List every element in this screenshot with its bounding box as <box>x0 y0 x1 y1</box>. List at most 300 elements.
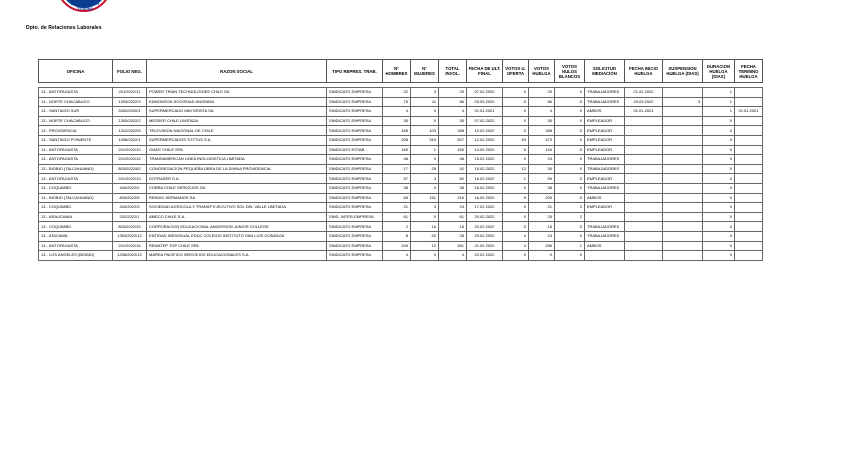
table-cell: 38 <box>529 183 555 193</box>
table-cell <box>663 222 703 232</box>
table-cell: 0 <box>703 164 735 174</box>
table-row <box>39 193 763 203</box>
table-cell: TRABAJADORES <box>585 183 625 193</box>
table-cell: 54 <box>503 135 529 145</box>
column-header: TOTAL INVOL. <box>439 60 467 83</box>
table-cell: SINDICATO EMPRESA <box>327 251 383 261</box>
table-cell: 4 <box>503 231 529 241</box>
table-cell: 4 <box>439 107 467 117</box>
table-cell: 12 <box>411 241 439 251</box>
table-cell: 0 <box>503 97 529 107</box>
table-cell: 01.01.2021 <box>467 107 503 117</box>
table-cell: 24 <box>529 155 555 165</box>
table-cell: 527 <box>439 135 467 145</box>
table-cell: 20.02.2022 <box>467 231 503 241</box>
table-cell: TRABAJADORES <box>585 222 625 232</box>
table-cell: 288 <box>439 126 467 136</box>
column-header: VOTOS U. OFERTA <box>503 60 529 83</box>
table-cell: 0 <box>703 155 735 165</box>
table-cell: 3 <box>411 174 439 184</box>
table-cell: 201/2022/16 <box>113 241 147 251</box>
table-cell: 0 <box>555 135 585 145</box>
table-cell: 0 <box>555 107 585 117</box>
table-cell: ENTIDAD INDIVIDUAL EDUC COLEGIO INSTITUTO SAN LUIS GONZAGA <box>147 231 327 241</box>
table-cell: 0 <box>703 116 735 126</box>
table-cell: 150 <box>439 145 467 155</box>
table-cell: 0 <box>703 251 735 261</box>
table-cell: 1 <box>703 88 735 98</box>
table-cell: EDMONSON SOCIEDAD ANONIMA <box>147 97 327 107</box>
table-cell: SINDICATO EMPRESA <box>327 203 383 213</box>
table-cell: TELEVISION NACIONAL DE CHILE <box>147 126 327 136</box>
table-cell <box>735 164 763 174</box>
table-cell <box>625 193 663 203</box>
table-cell <box>585 251 625 261</box>
table-cell: AMECO CHILE S.A. <box>147 212 327 222</box>
table-cell <box>663 135 703 145</box>
table-cell: 1303/2022/2 <box>113 116 147 126</box>
table-cell: 0 <box>555 183 585 193</box>
column-header: OFICINA <box>39 60 113 83</box>
table-cell: 0 <box>411 155 439 165</box>
table-cell: 0 <box>555 164 585 174</box>
table-cell: 2 <box>383 222 411 232</box>
table-row <box>39 116 763 126</box>
table-cell: 16.02.2022 <box>467 183 503 193</box>
table-cell: 15.02.2022 <box>467 164 503 174</box>
table-cell: 30 <box>529 164 555 174</box>
table-row <box>39 107 763 117</box>
table-row <box>39 203 763 213</box>
table-cell: 21 <box>383 203 411 213</box>
table-row <box>39 251 763 261</box>
table-cell: 202/2022/1 <box>113 212 147 222</box>
table-row <box>39 231 763 241</box>
table-cell: 13 - ARAUCANIA <box>39 212 113 222</box>
table-cell: 11 <box>411 97 439 107</box>
table-cell <box>585 212 625 222</box>
table-cell: 3 <box>555 203 585 213</box>
table-row <box>39 183 763 193</box>
table-cell: 0 <box>703 203 735 213</box>
table-cell: 25 <box>439 88 467 98</box>
table-cell: 16.02.2022 <box>467 193 503 203</box>
table-row <box>39 145 763 155</box>
table-cell: 0 <box>703 183 735 193</box>
table-cell: 20.02.2022 <box>467 212 503 222</box>
table-cell: SINDICATO EMPRESA <box>327 107 383 117</box>
table-cell: 1303/2022/3 <box>113 97 147 107</box>
table-cell <box>625 212 663 222</box>
table-cell: 803/2022/62 <box>113 164 147 174</box>
table-cell: AMBOS <box>585 193 625 203</box>
table-cell <box>663 155 703 165</box>
department-subtitle: Dpto. de Relaciones Laborales <box>26 25 102 31</box>
table-cell: 1 <box>503 174 529 184</box>
table-row <box>39 164 763 174</box>
table-cell: 25 <box>529 212 555 222</box>
table-cell: 261 <box>439 241 467 251</box>
table-cell: TRABAJADORES <box>585 97 625 107</box>
table-cell <box>625 251 663 261</box>
table-cell <box>625 116 663 126</box>
table-cell: 1 <box>411 145 439 155</box>
table-cell: 16.02.2022 <box>467 174 503 184</box>
table-cell: 21.02.2022 <box>467 241 503 251</box>
table-cell: 0 <box>555 116 585 126</box>
table-cell: 13 - SANTIAGO PONIENTE <box>39 135 113 145</box>
table-cell: TRANSAMERICAN LINEA INOLOGISTICA LIMITADA <box>147 155 327 165</box>
table-cell: SINDICATO EMPRESA <box>327 174 383 184</box>
table-cell <box>735 203 763 213</box>
table-cell: 38 <box>383 183 411 193</box>
table-cell: 86 <box>529 97 555 107</box>
table-cell: 0 <box>703 222 735 232</box>
table-cell: 8 <box>383 231 411 241</box>
table-cell: AMBOS <box>585 241 625 251</box>
table-cell <box>663 193 703 203</box>
table-cell: 803/2022/5 <box>113 193 147 203</box>
table-cell: SIND. INTER-EMPRESA <box>327 212 383 222</box>
table-cell: 0 <box>411 251 439 261</box>
table-cell: 4 <box>383 251 411 261</box>
table-cell: 13 - SANTIAGO SUR <box>39 107 113 117</box>
table-cell: 35 <box>383 116 411 126</box>
table-row <box>39 174 763 184</box>
column-header: VOTOS HUELGA <box>529 60 555 83</box>
column-header: VOTOS NULOS BLANCOS <box>555 60 585 83</box>
table-cell: 86 <box>439 97 467 107</box>
table-cell: 2 <box>555 212 585 222</box>
table-cell: 22.02.2022 <box>467 251 503 261</box>
table-cell: 4 <box>503 241 529 251</box>
table-cell: EMPLEADOR <box>585 145 625 155</box>
table-row <box>39 155 763 165</box>
table-cell: POWER TRAIN TECHNOLOGIES CHILE SA <box>147 88 327 98</box>
table-cell: 13 - ANTOFAGASTA <box>39 174 113 184</box>
table-cell: 9 <box>503 193 529 203</box>
table-cell: 25 <box>411 164 439 174</box>
table-cell: 13 - ANTOFAGASTA <box>39 88 113 98</box>
table-cell <box>663 107 703 117</box>
table-cell <box>625 145 663 155</box>
table-cell: 0 <box>411 212 439 222</box>
table-cell: TRABAJADORES <box>585 231 625 241</box>
table-cell: 0 <box>503 155 529 165</box>
table-cell: SINDICATO EMPRESA <box>327 183 383 193</box>
table-cell: 803/2022/33 <box>113 222 147 232</box>
table-cell: 0 <box>503 222 529 232</box>
column-header: TIPO REPRES. TRAB. <box>327 60 383 83</box>
table-cell: EMPLEADOR <box>585 174 625 184</box>
table-cell: 0 <box>555 145 585 155</box>
table-cell <box>735 212 763 222</box>
table-cell: 24 <box>439 203 467 213</box>
table-cell: 201/2022/12 <box>113 155 147 165</box>
table-cell: SINDICATO EMPRESA <box>327 241 383 251</box>
table-cell: 61 <box>439 212 467 222</box>
table-cell: 13 - COQUIMBO <box>39 203 113 213</box>
table-cell <box>735 135 763 145</box>
table-cell: 07.02.2022 <box>467 116 503 126</box>
table-cell: 0 <box>555 88 585 98</box>
table-cell: 0 <box>503 116 529 126</box>
column-header: SUSPENSION HUELGA (DIAS) <box>663 60 703 83</box>
table-cell: 12.02.2022 <box>467 135 503 145</box>
table-body <box>39 83 763 261</box>
table-cell: 205 <box>529 193 555 203</box>
logo-line-2: Trabajo <box>76 6 93 11</box>
table-cell: 13 - ATACAMA <box>39 231 113 241</box>
table-cell: 4 <box>383 107 411 117</box>
table-cell: 3 <box>411 88 439 98</box>
table-cell <box>663 203 703 213</box>
table-cell: 13 - NORTE CHACABUCO <box>39 116 113 126</box>
table-cell: 3 <box>411 203 439 213</box>
table-cell <box>663 231 703 241</box>
table-cell: 319 <box>411 135 439 145</box>
column-header: FECHA TERMINO HUELGA <box>735 60 763 83</box>
table-cell: 256 <box>529 241 555 251</box>
table-cell <box>735 88 763 98</box>
table-cell <box>625 222 663 232</box>
table-cell: SUPERMERCADOS TOTTUS S.A. <box>147 135 327 145</box>
table-cell: CONGREGACION PEQUEÑA OBRA DE LA DIVINA PROVIDENCIA <box>147 164 327 174</box>
column-header: DURACION HUELGA (DIAS) <box>703 60 735 83</box>
table-cell: RENDIC HERMANOS SA <box>147 193 327 203</box>
table-cell: 0 <box>703 174 735 184</box>
table-cell <box>663 212 703 222</box>
table-cell: SINDICATO ESTAB. <box>327 145 383 155</box>
table-cell: 48 <box>383 155 411 165</box>
table-row <box>39 88 763 98</box>
strikes-table <box>38 59 763 261</box>
table-cell <box>625 155 663 165</box>
table-cell: 201/2022/13 <box>113 174 147 184</box>
table-cell: 14.02.2022 <box>467 145 503 155</box>
table-cell: 13 - COQUIMBO <box>39 183 113 193</box>
table-cell: 57 <box>383 174 411 184</box>
table-cell: 1208/2022/12 <box>113 251 147 261</box>
table-cell: 0 <box>555 193 585 203</box>
table-cell: 17 <box>383 164 411 174</box>
table-cell: TRABAJADORES <box>585 164 625 174</box>
table-cell: 0 <box>503 126 529 136</box>
table-cell: 0 <box>555 231 585 241</box>
table-cell: SOCIEDAD AGRICOLA Y TRANSP EJECUTIVO SOL DEL VALLE LIMITADA <box>147 203 327 213</box>
table-cell: SINDICATO EMPRESA <box>327 88 383 98</box>
table-cell <box>663 183 703 193</box>
table-cell <box>663 251 703 261</box>
table-cell: TRABAJADORES <box>585 155 625 165</box>
table-cell: 17.02.2022 <box>467 203 503 213</box>
table-cell: 0 <box>703 231 735 241</box>
table-cell: 0 <box>703 241 735 251</box>
table-cell: 103 <box>411 126 439 136</box>
table-cell <box>625 174 663 184</box>
table-cell: 21 <box>529 203 555 213</box>
table-cell: 13 - BIOBIO (TALCAHUANO) <box>39 164 113 174</box>
table-cell: SINDICATO EMPRESA <box>327 164 383 174</box>
table-cell: 0 <box>503 183 529 193</box>
table-cell: 1 <box>703 107 735 117</box>
table-cell: 0 <box>703 126 735 136</box>
table-cell: 0 <box>503 107 529 117</box>
table-cell: SOTRASER S.A. <box>147 174 327 184</box>
table-cell: 404/2022/3 <box>113 203 147 213</box>
table-cell: SINDICATO EMPRESA <box>327 116 383 126</box>
table-cell: 10.02.2022 <box>467 126 503 136</box>
table-cell: SINDICATO EMPRESA <box>327 222 383 232</box>
table-cell: 249 <box>383 241 411 251</box>
table-cell: 0 <box>411 183 439 193</box>
table-cell: AMBOS <box>585 107 625 117</box>
column-header: FECHA INICIO HUELGA <box>625 60 663 83</box>
table-cell: 35 <box>529 116 555 126</box>
table-cell: EMPLEADOR <box>585 135 625 145</box>
table-cell: TRABAJADORES <box>585 88 625 98</box>
table-cell <box>735 193 763 203</box>
table-cell: 13 - COQUIMBO <box>39 222 113 232</box>
table-cell: MESSER CHILE LIMITADA <box>147 116 327 126</box>
table-cell: 16 <box>411 222 439 232</box>
table-cell: 24 <box>529 231 555 241</box>
table-cell: 0 <box>703 193 735 203</box>
table-cell: 6 <box>503 145 529 155</box>
table-cell: CORPORACION EDUCACIONAL ANDERSON JUNIOR COLLEGE <box>147 222 327 232</box>
table-cell: 18 <box>439 222 467 232</box>
table-cell: 07.02.2022 <box>467 88 503 98</box>
table-cell: 20.03.2022 <box>625 97 663 107</box>
table-cell: 0 <box>529 251 555 261</box>
table-cell: SINDICATO EMPRESA <box>327 155 383 165</box>
table-cell: COBRA CHILE SERVICIOS SA <box>147 183 327 193</box>
table-cell <box>735 155 763 165</box>
table-cell <box>625 241 663 251</box>
table-cell: 0 <box>503 251 529 261</box>
table-cell: 216 <box>439 193 467 203</box>
table-cell: 12 <box>503 164 529 174</box>
table-cell: 48 <box>439 155 467 165</box>
table-cell: REMATEP TOP CHILE SPA <box>147 241 327 251</box>
column-header: FOLIO NEG. <box>113 60 147 83</box>
table-cell: 28 <box>439 231 467 241</box>
table-cell <box>625 164 663 174</box>
table-cell: 1 <box>555 241 585 251</box>
table-cell: 0 <box>503 88 529 98</box>
logo-line-1: Dirección del <box>70 1 100 6</box>
table-cell: SINDICATO EMPRESA <box>327 231 383 241</box>
table-cell: 13 - LOS ANGELES (BIOBIO) <box>39 251 113 261</box>
table-cell: SUPERMERCADO MAYORISTA SA <box>147 107 327 117</box>
table-cell: 169 <box>383 145 411 155</box>
table-cell: 404/2022/2 <box>113 183 147 193</box>
table-cell: 3 <box>663 97 703 107</box>
table-cell: 13 - ANTOFAGASTA <box>39 145 113 155</box>
table-cell: 13 - NORTE CHACABUCO <box>39 97 113 107</box>
table-row <box>39 241 763 251</box>
table-cell: 20 <box>411 231 439 241</box>
table-cell: SINDICATO EMPRESA <box>327 193 383 203</box>
table-cell: 0 <box>503 203 529 213</box>
table-cell: 0 <box>555 97 585 107</box>
table-cell: 0 <box>411 107 439 117</box>
table-header-row <box>39 60 763 83</box>
table-cell: GIANT CHILE SPA <box>147 145 327 155</box>
table-cell <box>735 183 763 193</box>
table-cell: 15.02.2022 <box>467 155 503 165</box>
column-header: SOLICITUD MEDIACION <box>585 60 625 83</box>
column-header: RAZON SOCIAL <box>147 60 327 83</box>
table-cell <box>625 135 663 145</box>
table-cell: SINDICATO EMPRESA <box>327 126 383 136</box>
table-cell: 185 <box>383 126 411 136</box>
table-cell: EMPLEADOR <box>585 126 625 136</box>
table-cell <box>663 145 703 155</box>
table-cell <box>735 241 763 251</box>
table-cell: 0 <box>703 145 735 155</box>
table-cell <box>663 88 703 98</box>
table-cell: SINDICATO EMPRESA <box>327 97 383 107</box>
column-header: N° MUJERES <box>411 60 439 83</box>
table-cell: 75 <box>383 97 411 107</box>
table-cell: 144 <box>529 145 555 155</box>
table-cell: 288 <box>529 126 555 136</box>
table-cell: 4 <box>439 251 467 261</box>
table-cell: 3402/2020/1 <box>113 107 147 117</box>
table-cell <box>663 116 703 126</box>
table-cell: 208 <box>383 135 411 145</box>
table-cell: 65 <box>383 193 411 203</box>
table-cell: 0 <box>555 251 585 261</box>
table-cell: 13 - ANTOFAGASTA <box>39 155 113 165</box>
table-cell <box>625 231 663 241</box>
table-cell <box>735 97 763 107</box>
table-cell: 01.01.2021 <box>625 107 663 117</box>
table-cell: 60 <box>439 174 467 184</box>
table-cell: EMPLEADOR <box>585 203 625 213</box>
table-cell <box>625 183 663 193</box>
table-cell: 13 - ANTOFAGASTA <box>39 241 113 251</box>
table-row <box>39 135 763 145</box>
logo-caption <box>56 0 114 11</box>
table-cell: 201/2022/11 <box>113 88 147 98</box>
table-row <box>39 126 763 136</box>
table-cell: 0 <box>555 222 585 232</box>
table-cell: 13 - PROVIDENCIA <box>39 126 113 136</box>
table-cell <box>663 126 703 136</box>
table-cell: 38 <box>439 183 467 193</box>
table-cell: 03.03.2022 <box>467 97 503 107</box>
table-cell: EMPLEADOR <box>585 116 625 126</box>
table-cell: SINDICATO EMPRESA <box>327 135 383 145</box>
table-cell <box>735 174 763 184</box>
table-cell: 01.01.2021 <box>735 107 763 117</box>
table-cell: 1312/2022/6 <box>113 126 147 136</box>
table-cell: 20.02.2022 <box>467 222 503 232</box>
table-cell: 21.02.2022 <box>625 88 663 98</box>
table-cell: 59 <box>529 174 555 184</box>
table-cell <box>735 251 763 261</box>
table-cell: 18 <box>529 222 555 232</box>
table-cell: 4 <box>529 107 555 117</box>
column-header: N° HOMBRES <box>383 60 411 83</box>
table-cell: 201/2022/10 <box>113 145 147 155</box>
table-cell: MAREA PACIFICO SERVICIOS EDUCACIONALES S.A. <box>147 251 327 261</box>
table-cell <box>663 174 703 184</box>
table-cell <box>625 203 663 213</box>
table-cell <box>735 116 763 126</box>
